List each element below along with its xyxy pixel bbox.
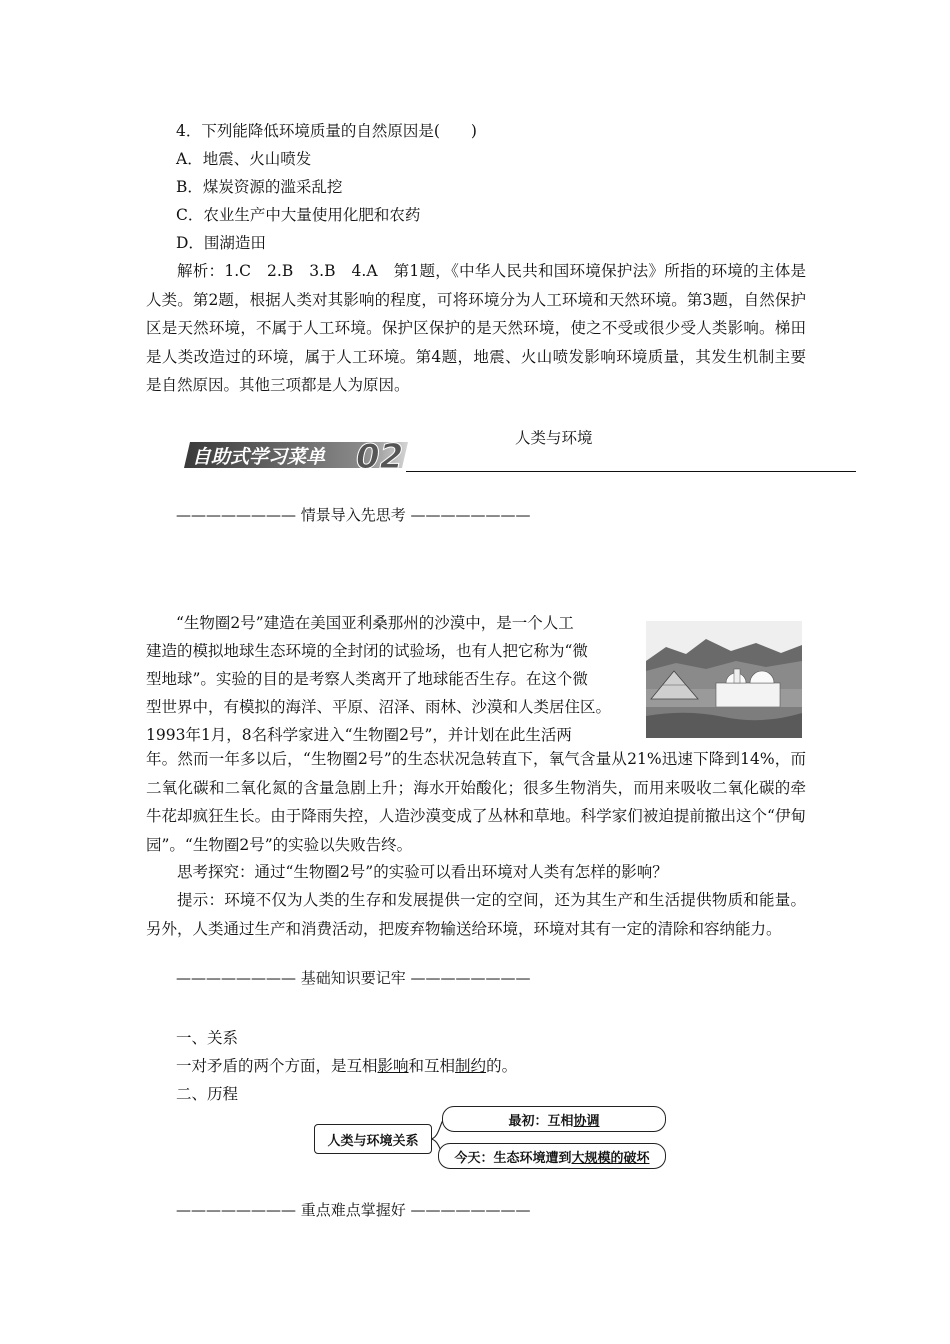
blank-influence: 影响 xyxy=(377,1057,409,1075)
banner-label: 自助式学习菜单 xyxy=(192,446,326,468)
answer-analysis: 解析：1.C 2.B 3.B 4.A 第1题，《中华人民共和国环境保护法》所指的环境的主体是人类。第2题，根据人类对其影响的程度，可将环境分为人工环境和天然环境。第3题，自然保护区是天然环境，不属于人工环境。保护区保护的是天然环境，使之不受或很少受人类影响。梯田是人类改造过的环境，属于人工环境。第4题，地震、火山喷发影响环境质量，其发生机制主要是自然原因。其他三项都是人为原因。 xyxy=(146,262,806,394)
option-a: A．地震、火山喷发 xyxy=(176,150,312,168)
biosphere-2-photo xyxy=(646,621,802,738)
relation-text: 一对矛盾的两个方面，是互相影响和互相制约的。 xyxy=(176,1057,518,1075)
blank-restrict: 制约 xyxy=(455,1057,487,1075)
option-d: D．围湖造田 xyxy=(176,234,266,252)
history-heading: 二、历程 xyxy=(176,1085,239,1103)
divider-basics: ———————— 基础知识要记牢 ———————— xyxy=(176,969,531,987)
section-title: 人类与环境 xyxy=(515,429,593,447)
diagram-initial: 最初：互相 协调 xyxy=(442,1106,666,1132)
diagram-root: 人类与环境关系 xyxy=(314,1124,432,1154)
story-rest: 年。然而一年多以后，“生物圈2号”的生态状况急转直下，氧气含量从21%迅速下降到14%，而二氧化碳和二氧化氮的含量急剧上升；海水开始酸化；很多生物消失，而用来吸收二氧化碳的牵牛花却疯狂生长。由于降雨失控，人造沙漠变成了丛林和草地。科学家们被迫提前撤出这个“伊甸园”。“生物圈2号”的实验以失败告终。 xyxy=(146,750,806,854)
study-menu-banner xyxy=(184,434,416,474)
hint-answer: 提示：环境不仅为人类的生存和发展提供一定的空间，还为其生产和生活提供物质和能量。另外，人类通过生产和消费活动，把废弃物输送给环境，环境对其有一定的清除和容纳能力。 xyxy=(146,891,806,938)
option-b: B．煤炭资源的滥采乱挖 xyxy=(176,178,343,196)
divider-scenario: ———————— 情景导入先思考 ———————— xyxy=(176,506,531,524)
option-c: C．农业生产中大量使用化肥和农药 xyxy=(176,206,421,224)
story-line-1: “生物圈2号”建造在美国亚利桑那州的沙漠中，是一个人工 xyxy=(176,614,574,632)
story-line-3: 型地球”。实验的目的是考察人类离开了地球能否生存。在这个微 xyxy=(146,670,588,688)
story-line-5: 1993年1月，8名科学家进入“生物圈2号”，并计划在此生活两 xyxy=(146,726,572,744)
diagram-today: 今天：生态环境遭到 大规模的破坏 xyxy=(438,1143,666,1169)
relation-heading: 一、关系 xyxy=(176,1029,239,1047)
story-line-2: 建造的模拟地球生态环境的全封闭的试验场，也有人把它称为“微 xyxy=(146,642,588,660)
think-question: 思考探究：通过“生物圈2号”的实验可以看出环境对人类有怎样的影响？ xyxy=(177,863,668,881)
banner-number: 02 xyxy=(356,437,404,474)
banner-rule xyxy=(406,471,856,472)
question-4-stem: 4．下列能降低环境质量的自然原因是( ) xyxy=(176,122,477,140)
story-line-4: 型世界中，有模拟的海洋、平原、沼泽、雨林、沙漠和人类居住区。 xyxy=(146,698,612,716)
divider-key-points: ———————— 重点难点掌握好 ———————— xyxy=(176,1201,531,1219)
